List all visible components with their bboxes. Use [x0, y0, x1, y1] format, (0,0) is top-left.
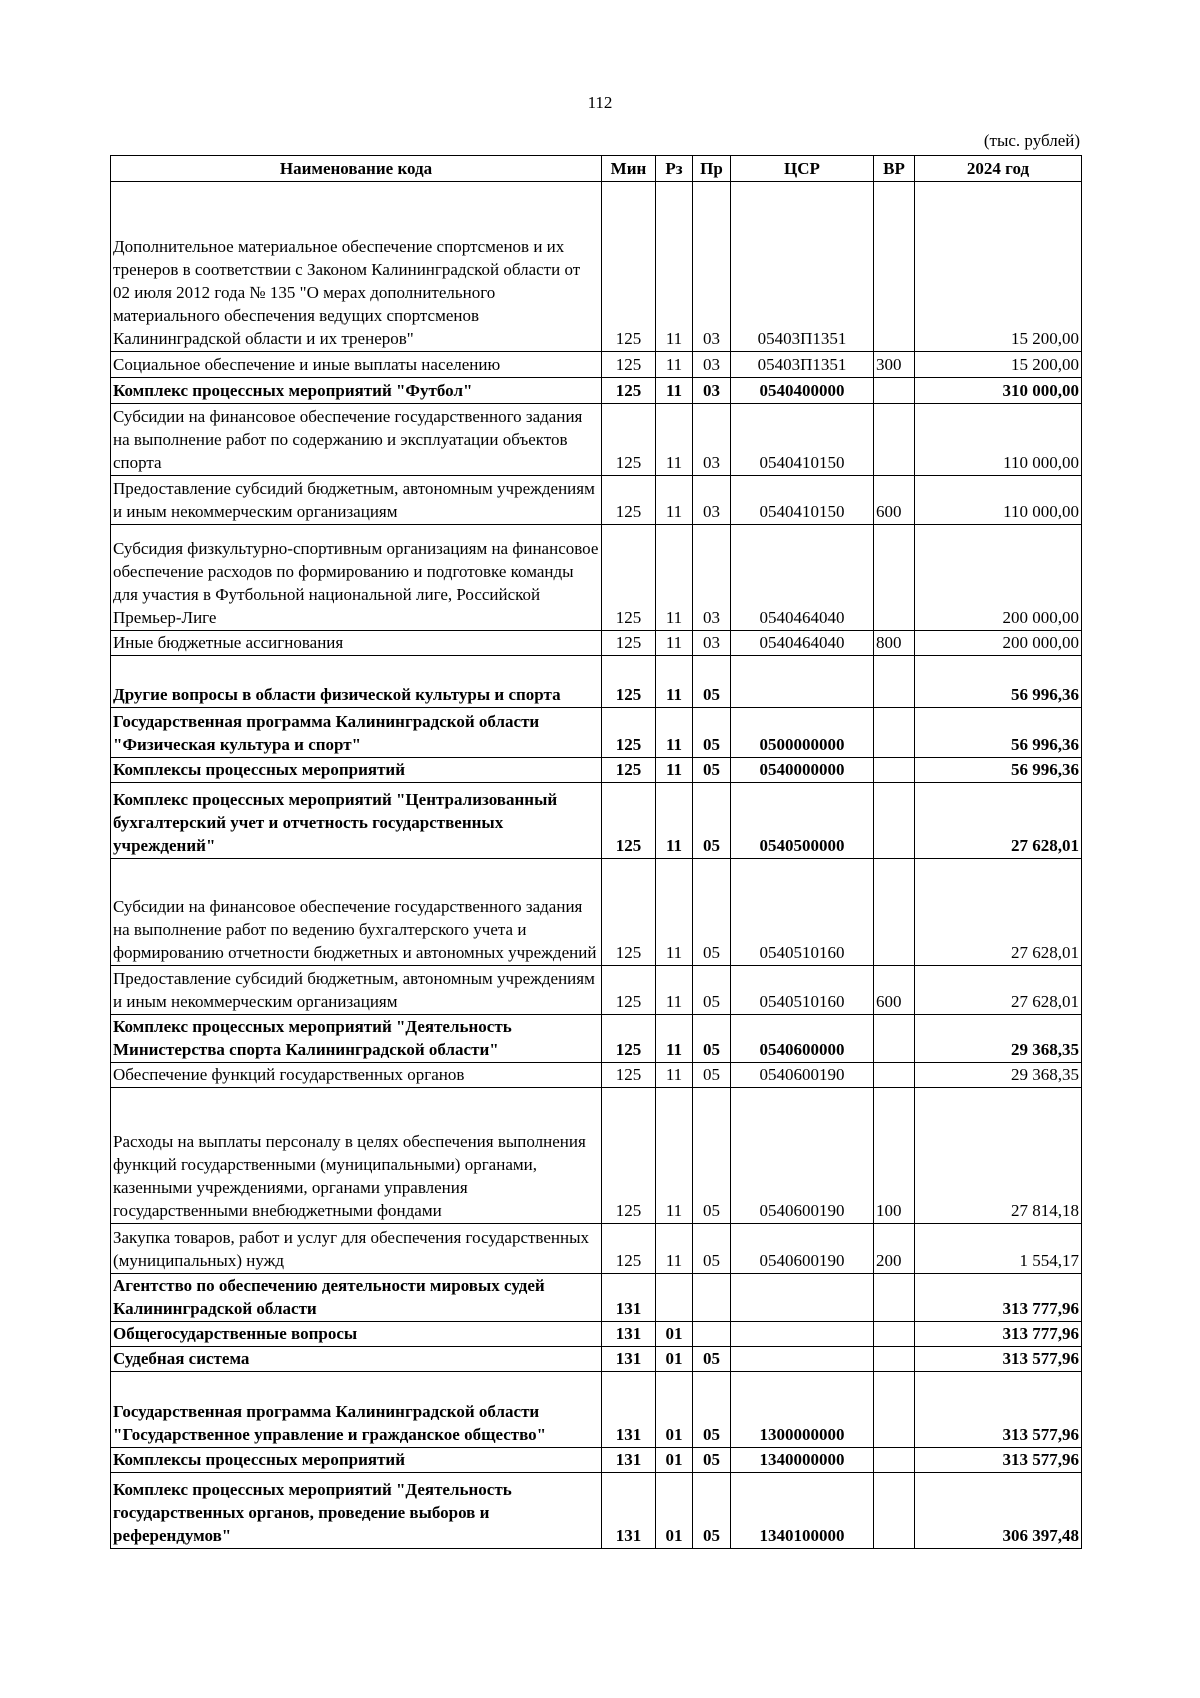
row-rz-cell: 11	[656, 1015, 693, 1063]
row-vr-cell: 600	[874, 476, 915, 525]
row-csr-cell: 0540410150	[731, 404, 874, 476]
row-pr-cell: 05	[693, 1347, 731, 1372]
row-min-cell: 131	[602, 1372, 656, 1448]
row-amount-cell: 15 200,00	[915, 182, 1082, 352]
row-rz-cell: 11	[656, 859, 693, 966]
row-min-cell: 131	[602, 1322, 656, 1347]
row-vr-cell	[874, 783, 915, 859]
row-amount-cell: 313 777,96	[915, 1274, 1082, 1322]
row-pr-cell: 05	[693, 1224, 731, 1274]
row-pr-cell: 05	[693, 1372, 731, 1448]
row-name-cell: Субсидии на финансовое обеспечение государственного задания на выполнение работ по ведению бухгалтерского учета и формированию отчетности бюджетных и автономных учреждений	[111, 859, 602, 966]
row-vr-cell: 100	[874, 1088, 915, 1224]
row-min-cell: 131	[602, 1274, 656, 1322]
row-name-cell: Комплекс процессных мероприятий "Деятельность Министерства спорта Калининградской области"	[111, 1015, 602, 1063]
row-pr-cell: 05	[693, 758, 731, 783]
row-pr-cell	[693, 1322, 731, 1347]
row-pr-cell	[693, 1274, 731, 1322]
row-vr-cell	[874, 1322, 915, 1347]
row-name-cell: Социальное обеспечение и иные выплаты населению	[111, 352, 602, 378]
row-min-cell: 125	[602, 1063, 656, 1088]
row-csr-cell	[731, 1347, 874, 1372]
row-csr-cell: 0540464040	[731, 631, 874, 656]
row-pr-cell: 05	[693, 783, 731, 859]
row-rz-cell: 11	[656, 631, 693, 656]
table-row	[111, 656, 1082, 708]
row-amount-cell: 110 000,00	[915, 476, 1082, 525]
row-amount-cell: 310 000,00	[915, 378, 1082, 404]
row-amount-cell: 306 397,48	[915, 1473, 1082, 1549]
row-min-cell: 125	[602, 966, 656, 1015]
table-row	[111, 1015, 1082, 1063]
row-csr-cell: 0540600000	[731, 1015, 874, 1063]
row-amount-cell: 27 814,18	[915, 1088, 1082, 1224]
row-name-cell: Дополнительное материальное обеспечение спортсменов и их тренеров в соответствии с Законом Калининградской области от 02 июля 2012 года № 135 "О мерах дополнительного материального обеспечения ведущих спортсменов Калининградской области и их тренеров"	[111, 182, 602, 352]
table-row	[111, 708, 1082, 758]
row-min-cell: 125	[602, 1015, 656, 1063]
table-row	[111, 1063, 1082, 1088]
row-name-cell: Иные бюджетные ассигнования	[111, 631, 602, 656]
table-header-row	[111, 156, 1082, 182]
row-vr-cell	[874, 404, 915, 476]
row-min-cell: 125	[602, 1088, 656, 1224]
row-name-cell: Предоставление субсидий бюджетным, автономным учреждениям и иным некоммерческим организациям	[111, 476, 602, 525]
row-min-cell: 125	[602, 708, 656, 758]
table-row	[111, 859, 1082, 966]
row-pr-cell: 05	[693, 859, 731, 966]
row-pr-cell: 05	[693, 1015, 731, 1063]
header-pr: Пр	[693, 156, 731, 182]
row-pr-cell: 05	[693, 656, 731, 708]
row-vr-cell	[874, 1347, 915, 1372]
table-row	[111, 1224, 1082, 1274]
row-name-cell: Субсидии на финансовое обеспечение государственного задания на выполнение работ по содержанию и эксплуатации объектов спорта	[111, 404, 602, 476]
row-vr-cell	[874, 525, 915, 631]
row-rz-cell: 01	[656, 1473, 693, 1549]
row-vr-cell	[874, 1473, 915, 1549]
row-pr-cell: 03	[693, 182, 731, 352]
table-row	[111, 352, 1082, 378]
row-amount-cell: 1 554,17	[915, 1224, 1082, 1274]
header-min: Мин	[602, 156, 656, 182]
row-vr-cell	[874, 708, 915, 758]
row-csr-cell	[731, 1274, 874, 1322]
table-row	[111, 525, 1082, 631]
row-amount-cell: 313 577,96	[915, 1372, 1082, 1448]
row-vr-cell: 800	[874, 631, 915, 656]
row-rz-cell: 01	[656, 1448, 693, 1473]
row-amount-cell: 27 628,01	[915, 859, 1082, 966]
row-rz-cell: 11	[656, 966, 693, 1015]
row-rz-cell: 11	[656, 476, 693, 525]
row-name-cell: Комплексы процессных мероприятий	[111, 758, 602, 783]
table-row	[111, 476, 1082, 525]
row-csr-cell: 0540600190	[731, 1224, 874, 1274]
row-name-cell: Комплекс процессных мероприятий "Централизованный бухгалтерский учет и отчетность государственных учреждений"	[111, 783, 602, 859]
row-rz-cell: 01	[656, 1347, 693, 1372]
row-vr-cell: 600	[874, 966, 915, 1015]
row-vr-cell	[874, 656, 915, 708]
row-min-cell: 125	[602, 783, 656, 859]
row-rz-cell: 11	[656, 1088, 693, 1224]
row-csr-cell: 1340000000	[731, 1448, 874, 1473]
row-pr-cell: 05	[693, 1088, 731, 1224]
row-name-cell: Государственная программа Калининградской области "Физическая культура и спорт"	[111, 708, 602, 758]
row-csr-cell: 0540510160	[731, 966, 874, 1015]
row-rz-cell: 11	[656, 783, 693, 859]
table-row	[111, 783, 1082, 859]
row-min-cell: 131	[602, 1448, 656, 1473]
row-amount-cell: 313 577,96	[915, 1448, 1082, 1473]
row-vr-cell	[874, 859, 915, 966]
row-pr-cell: 03	[693, 476, 731, 525]
row-csr-cell: 0540410150	[731, 476, 874, 525]
table-row	[111, 1473, 1082, 1549]
row-min-cell: 125	[602, 1224, 656, 1274]
row-csr-cell: 0540600190	[731, 1063, 874, 1088]
row-name-cell: Агентство по обеспечению деятельности мировых судей Калининградской области	[111, 1274, 602, 1322]
row-min-cell: 125	[602, 631, 656, 656]
row-pr-cell: 03	[693, 352, 731, 378]
row-name-cell: Комплекс процессных мероприятий "Футбол"	[111, 378, 602, 404]
row-name-cell: Субсидия физкультурно-спортивным организациям на финансовое обеспечение расходов по формированию и подготовке команды для участия в Футбольной национальной лиге, Российской Премьер-Лиге	[111, 525, 602, 631]
row-min-cell: 125	[602, 859, 656, 966]
row-rz-cell: 11	[656, 1224, 693, 1274]
row-vr-cell	[874, 758, 915, 783]
row-min-cell: 131	[602, 1347, 656, 1372]
row-min-cell: 125	[602, 404, 656, 476]
row-pr-cell: 03	[693, 404, 731, 476]
row-csr-cell: 0500000000	[731, 708, 874, 758]
table-row	[111, 758, 1082, 783]
header-csr: ЦСР	[731, 156, 874, 182]
row-vr-cell	[874, 1063, 915, 1088]
row-min-cell: 125	[602, 352, 656, 378]
row-csr-cell: 0540510160	[731, 859, 874, 966]
row-amount-cell: 313 777,96	[915, 1322, 1082, 1347]
row-csr-cell	[731, 1322, 874, 1347]
row-amount-cell: 29 368,35	[915, 1015, 1082, 1063]
row-rz-cell: 01	[656, 1322, 693, 1347]
header-name: Наименование кода	[111, 156, 602, 182]
row-name-cell: Обеспечение функций государственных органов	[111, 1063, 602, 1088]
table-row	[111, 631, 1082, 656]
table-row	[111, 1347, 1082, 1372]
row-amount-cell: 27 628,01	[915, 783, 1082, 859]
header-vr: ВР	[874, 156, 915, 182]
row-name-cell: Комплексы процессных мероприятий	[111, 1448, 602, 1473]
row-name-cell: Другие вопросы в области физической культуры и спорта	[111, 656, 602, 708]
row-rz-cell: 11	[656, 525, 693, 631]
row-amount-cell: 29 368,35	[915, 1063, 1082, 1088]
row-amount-cell: 313 577,96	[915, 1347, 1082, 1372]
row-vr-cell	[874, 182, 915, 352]
table-row	[111, 1372, 1082, 1448]
row-vr-cell	[874, 1015, 915, 1063]
row-csr-cell: 0540000000	[731, 758, 874, 783]
row-pr-cell: 03	[693, 378, 731, 404]
row-min-cell: 125	[602, 758, 656, 783]
row-pr-cell: 05	[693, 1063, 731, 1088]
row-vr-cell	[874, 1274, 915, 1322]
table-row	[111, 404, 1082, 476]
row-amount-cell: 200 000,00	[915, 631, 1082, 656]
table-row	[111, 1448, 1082, 1473]
row-rz-cell: 01	[656, 1372, 693, 1448]
row-vr-cell	[874, 1448, 915, 1473]
header-rz: Рз	[656, 156, 693, 182]
row-csr-cell: 05403П1351	[731, 182, 874, 352]
row-csr-cell: 1340100000	[731, 1473, 874, 1549]
table-row	[111, 966, 1082, 1015]
row-csr-cell: 05403П1351	[731, 352, 874, 378]
row-min-cell: 125	[602, 656, 656, 708]
units-label: (тыс. рублей)	[983, 131, 1080, 150]
header-amount: 2024 год	[915, 156, 1082, 182]
row-rz-cell: 11	[656, 708, 693, 758]
row-rz-cell: 11	[656, 1063, 693, 1088]
row-name-cell: Закупка товаров, работ и услуг для обеспечения государственных (муниципальных) нужд	[111, 1224, 602, 1274]
row-rz-cell: 11	[656, 182, 693, 352]
row-name-cell: Расходы на выплаты персоналу в целях обеспечения выполнения функций государственными (муниципальными) органами, казенными учреждениями, органами управления государственными внебюджетными фондами	[111, 1088, 602, 1224]
row-csr-cell: 0540500000	[731, 783, 874, 859]
row-rz-cell: 11	[656, 352, 693, 378]
row-rz-cell: 11	[656, 758, 693, 783]
row-amount-cell: 56 996,36	[915, 708, 1082, 758]
table-row	[111, 1088, 1082, 1224]
row-min-cell: 125	[602, 476, 656, 525]
row-vr-cell: 200	[874, 1224, 915, 1274]
row-rz-cell: 11	[656, 656, 693, 708]
row-amount-cell: 56 996,36	[915, 656, 1082, 708]
row-rz-cell: 11	[656, 378, 693, 404]
row-csr-cell: 1300000000	[731, 1372, 874, 1448]
row-min-cell: 131	[602, 1473, 656, 1549]
row-csr-cell	[731, 656, 874, 708]
row-pr-cell: 05	[693, 1473, 731, 1549]
row-vr-cell: 300	[874, 352, 915, 378]
row-pr-cell: 05	[693, 708, 731, 758]
page-number: 112	[587, 93, 613, 112]
row-amount-cell: 15 200,00	[915, 352, 1082, 378]
table-row	[111, 1274, 1082, 1322]
row-pr-cell: 05	[693, 966, 731, 1015]
row-name-cell: Комплекс процессных мероприятий "Деятельность государственных органов, проведение выборов и референдумов"	[111, 1473, 602, 1549]
row-rz-cell: 11	[656, 404, 693, 476]
row-pr-cell: 05	[693, 1448, 731, 1473]
row-pr-cell: 03	[693, 525, 731, 631]
budget-table	[110, 155, 1082, 1549]
row-pr-cell: 03	[693, 631, 731, 656]
row-amount-cell: 27 628,01	[915, 966, 1082, 1015]
row-name-cell: Общегосударственные вопросы	[111, 1322, 602, 1347]
table-row	[111, 182, 1082, 352]
table-body	[111, 182, 1082, 1549]
row-min-cell: 125	[602, 525, 656, 631]
row-name-cell: Предоставление субсидий бюджетным, автономным учреждениям и иным некоммерческим организациям	[111, 966, 602, 1015]
row-vr-cell	[874, 1372, 915, 1448]
table-row	[111, 378, 1082, 404]
row-min-cell: 125	[602, 182, 656, 352]
row-amount-cell: 110 000,00	[915, 404, 1082, 476]
row-vr-cell	[874, 378, 915, 404]
row-csr-cell: 0540464040	[731, 525, 874, 631]
row-name-cell: Судебная система	[111, 1347, 602, 1372]
row-csr-cell: 0540600190	[731, 1088, 874, 1224]
row-name-cell: Государственная программа Калининградской области "Государственное управление и гражданское общество"	[111, 1372, 602, 1448]
row-csr-cell: 0540400000	[731, 378, 874, 404]
row-amount-cell: 200 000,00	[915, 525, 1082, 631]
row-amount-cell: 56 996,36	[915, 758, 1082, 783]
row-rz-cell	[656, 1274, 693, 1322]
row-min-cell: 125	[602, 378, 656, 404]
table-row	[111, 1322, 1082, 1347]
